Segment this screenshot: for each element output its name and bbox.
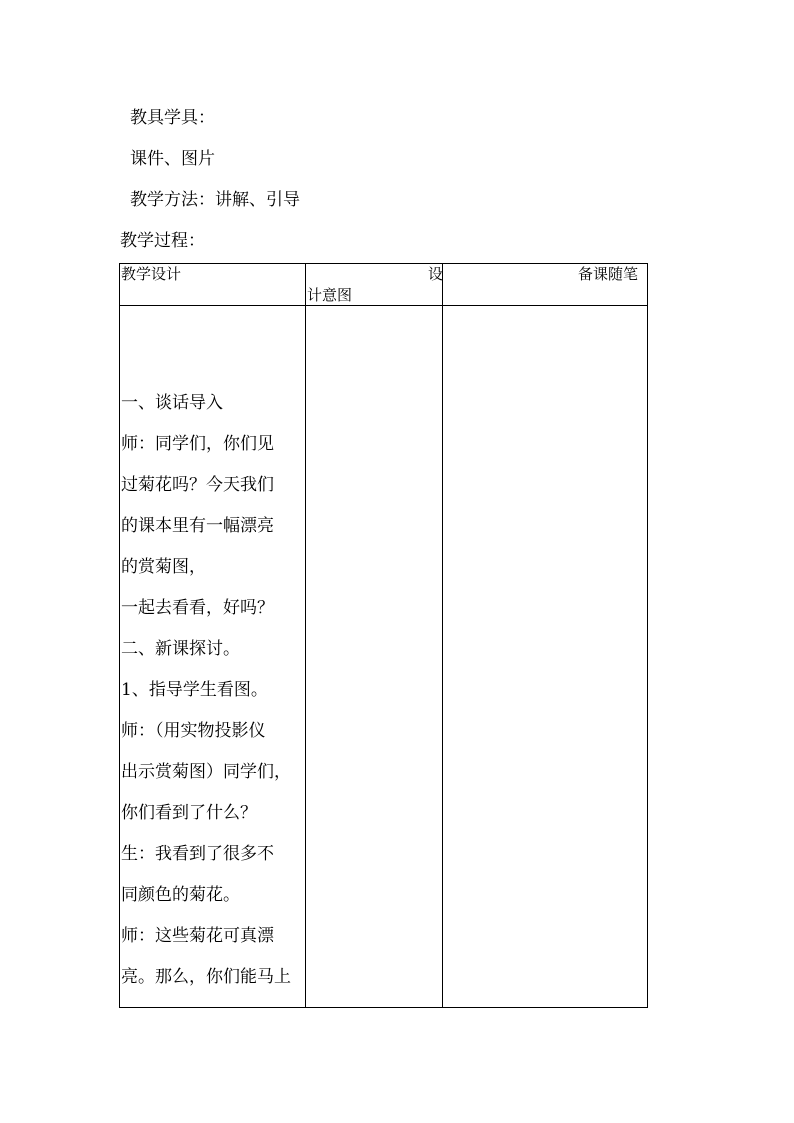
header-design-intent-part1: 设 [428, 265, 444, 283]
body-line: 师：同学们，你们见 [121, 434, 274, 454]
body-line: 出示赏菊图）同学们， [121, 762, 291, 782]
header-teaching-design: 教学设计 [121, 265, 182, 283]
body-line: 一起去看看，好吗？ [121, 598, 274, 618]
header-prep-notes: 备课随笔 [578, 265, 639, 283]
body-line: 同颜色的菊花。 [121, 885, 240, 905]
table-column-divider-1 [305, 263, 306, 1008]
process-label: 教学过程： [120, 231, 205, 251]
tools-value: 课件、图片 [130, 149, 215, 169]
table-border-top [119, 263, 648, 264]
table-column-divider-2 [442, 263, 443, 1008]
table-border-left [119, 263, 120, 1008]
teaching-method: 教学方法：讲解、引导 [130, 190, 300, 210]
body-line: 师：（用实物投影仪 [121, 721, 266, 741]
body-line: 的赏菊图， [121, 557, 206, 577]
body-line: 的课本里有一幅漂亮 [121, 516, 274, 536]
body-line: 生：我看到了很多不 [121, 844, 274, 864]
body-line: 一、谈话导入 [121, 393, 223, 413]
table-border-bottom [119, 1007, 648, 1008]
table-header-divider [119, 305, 648, 306]
body-line: 你们看到了什么？ [121, 803, 257, 823]
body-line: 亮。那么，你们能马上 [121, 967, 291, 987]
table-border-right [647, 263, 648, 1008]
body-line: 1、指导学生看图。 [121, 680, 268, 700]
body-line: 过菊花吗？今天我们 [121, 475, 274, 495]
body-line: 师：这些菊花可真漂 [121, 926, 274, 946]
tools-label: 教具学具： [130, 108, 215, 128]
body-line: 二、新课探讨。 [121, 639, 240, 659]
header-design-intent-part2: 计意图 [307, 286, 353, 304]
